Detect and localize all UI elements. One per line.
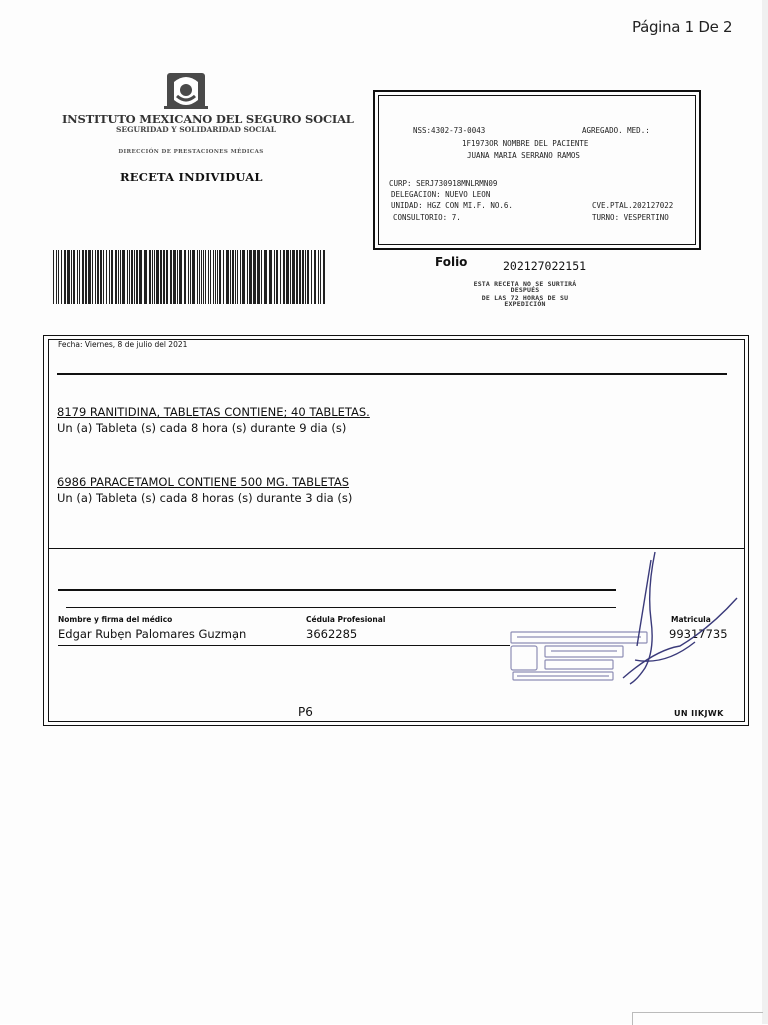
validity-notice — [420, 281, 630, 307]
page-indicator: Página 1 De 2 — [632, 18, 733, 36]
cedula-value: 3662285 — [306, 627, 358, 641]
doctor-name-label: Nombre y firma del médico — [58, 615, 173, 624]
matricula-label: Matricula — [671, 615, 711, 624]
document-code: UN IIKJWK — [674, 709, 724, 718]
folio-value: 202127022151 — [503, 259, 587, 273]
medication-1-drug — [57, 405, 370, 419]
prescription-date: Fecha: Viernes, 8 de julio del 2021 — [58, 340, 188, 349]
patient-turno: TURNO: VESPERTINO — [592, 213, 669, 222]
doctor-name: Edgar Rubẹn Palomares Guzmạn — [58, 627, 247, 641]
notice-line-2: DESPUÉS — [510, 286, 540, 294]
notice-line-4: EXPEDICIÓN — [504, 300, 546, 308]
date-underline — [57, 373, 727, 375]
patient-curp: CURP: SERJ730918MNLRMN09 — [389, 179, 498, 188]
notice-line-1: ESTA RECETA NO SE SURTIRÁ — [473, 280, 577, 288]
folio-label: Folio — [435, 255, 468, 269]
patient-name: JUANA MARIA SERRANO RAMOS — [467, 151, 580, 160]
medication-2-dose: Un (a) Tableta (s) cada 8 horas (s) durante 3 dia (s) — [57, 491, 353, 505]
section-divider — [48, 548, 744, 549]
medication-1-drug-text: 8179 RANITIDINA, TABLETAS CONTIENE; 40 TABLETAS. — [57, 405, 370, 419]
patient-info-box — [373, 90, 701, 250]
notice-line-3: DE LAS 72 HORAS DE SU — [481, 294, 569, 302]
institution-name: INSTITUTO MEXICANO DEL SEGURO SOCIAL — [62, 112, 354, 126]
direction-label: DIRECCIÓN DE PRESTACIONES MÉDICAS — [118, 149, 264, 155]
patient-agregado: AGREGADO. MED.: — [582, 126, 650, 135]
institution-subtitle: SEGURIDAD Y SOLIDARIDAD SOCIAL — [116, 125, 276, 134]
document-title: RECETA INDIVIDUAL — [120, 170, 263, 184]
page-code: P6 — [298, 705, 313, 719]
patient-consultorio: CONSULTORIO: 7. — [393, 213, 461, 222]
barcode — [52, 250, 327, 304]
medication-1-dose: Un (a) Tableta (s) cada 8 hora (s) durante 9 dia (s) — [57, 421, 347, 435]
medication-2-drug — [57, 475, 349, 489]
cedula-label: Cédula Profesional — [306, 615, 386, 624]
imss-logo — [160, 70, 212, 114]
medication-2-drug-text: 6986 PARACETAMOL CONTIENE 500 MG. TABLETAS — [57, 475, 350, 489]
doctor-name-underline — [58, 645, 510, 646]
patient-delegacion: DELEGACION: NUEVO LEON — [391, 190, 491, 199]
page-corner-mark — [632, 1012, 763, 1025]
patient-agregado-code: 1F1973OR NOMBRE DEL PACIENTE — [462, 139, 589, 148]
matricula-value: 99317735 — [669, 627, 728, 641]
patient-nss: NSS:4302-73-0043 — [413, 126, 486, 135]
patient-unidad: UNIDAD: HGZ CON MI.F. NO.6. — [391, 201, 513, 210]
patient-cve-ptal: CVE.PTAL.202127022 — [592, 201, 674, 210]
doctor-stamp-signature — [505, 550, 740, 690]
page-right-edge — [762, 0, 768, 1024]
